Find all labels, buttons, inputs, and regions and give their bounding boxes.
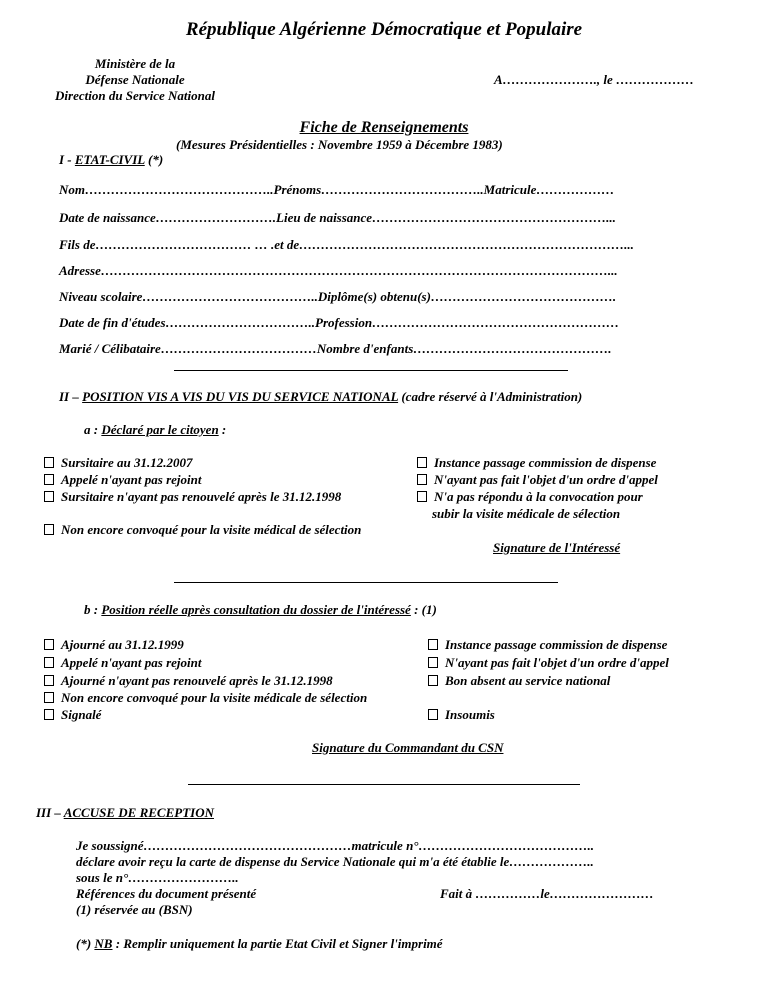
checkbox-row [44, 655, 201, 670]
checkbox-label: Appelé n'ayant pas rejoint [61, 472, 202, 487]
checkbox-label: Instance passage commission de dispense [445, 637, 668, 652]
etat-civil-line-naissance: Date de naissance……………………….Lieu de naissance………………………………………………... [59, 210, 616, 225]
checkbox-row [44, 690, 367, 705]
checkbox-label: N'a pas répondu à la convocation pour [434, 489, 643, 504]
section-2-heading [59, 389, 582, 404]
checkbox[interactable] [44, 657, 54, 668]
part-a-prefix: a : [84, 422, 102, 437]
checkbox[interactable] [428, 657, 438, 668]
form-subtitle: (Mesures Présidentielles : Novembre 1959 à Décembre 1983) [176, 137, 503, 152]
checkbox[interactable] [428, 709, 438, 720]
divider-1 [174, 370, 568, 371]
checkbox[interactable] [44, 491, 54, 502]
checkbox[interactable] [428, 675, 438, 686]
etat-civil-line-etudes: Date de fin d'études……………………………..Profession………………………………………………… [59, 315, 620, 330]
checkbox[interactable] [417, 491, 427, 502]
etat-civil-line-filiation: Fils de……………………………… … .et de…………………………………………………………………... [59, 237, 634, 252]
checkbox[interactable] [44, 474, 54, 485]
checkbox-row [417, 489, 643, 504]
checkbox-label: Bon absent au service national [445, 673, 611, 688]
checkbox-label: Non encore convoqué pour la visite médicale de sélection [61, 690, 368, 705]
receipt-line-references: Références du document présenté [76, 886, 257, 901]
checkbox-label-continuation: subir la visite médicale de sélection [432, 506, 621, 521]
ministry-line-3: Direction du Service National [55, 88, 215, 103]
page-title: République Algérienne Démocratique et Populaire [185, 19, 583, 40]
checkbox[interactable] [44, 675, 54, 686]
section-2-title: POSITION VIS A VIS DU VIS DU SERVICE NATIONAL [82, 389, 399, 404]
checkbox-label: Sursitaire n'ayant pas renouvelé après le 31.12.1998 [61, 489, 342, 504]
etat-civil-line-niveau: Niveau scolaire…………………………………..Diplôme(s) obtenu(s)……………………………………. [59, 289, 617, 304]
checkbox-label: Insoumis [445, 707, 495, 722]
etat-civil-line-adresse: Adresse………………………………………………………………………………………………………... [59, 263, 618, 278]
checkbox-label: Sursitaire au 31.12.2007 [61, 455, 193, 470]
section-1-prefix: I - [59, 152, 75, 167]
checkbox[interactable] [417, 474, 427, 485]
divider-3 [188, 784, 580, 785]
checkbox[interactable] [44, 524, 54, 535]
checkbox-label: Signalé [61, 707, 102, 722]
section-3-title: ACCUSE DE RECEPTION [63, 805, 214, 820]
section-2-note: (cadre réservé à l'Administration) [398, 389, 583, 404]
section-1-heading [59, 152, 163, 167]
divider-2 [174, 582, 558, 583]
receipt-line-bsn-note: (1) réservée au (BSN) [76, 902, 193, 917]
checkbox-row [428, 673, 610, 688]
part-b-heading [84, 602, 437, 617]
form-title: Fiche de Renseignements [299, 119, 469, 136]
place-date-field: A…………………., le ……………… [494, 72, 695, 87]
checkbox-row [44, 455, 192, 470]
ministry-line-2: Défense Nationale [85, 72, 185, 87]
checkbox-row [44, 489, 341, 504]
checkbox-row [44, 637, 184, 652]
checkbox-label: N'ayant pas fait l'objet d'un ordre d'appel [445, 655, 669, 670]
footnote-text: : Remplir uniquement la partie Etat Civil et Signer l'imprimé [112, 936, 443, 951]
checkbox[interactable] [44, 457, 54, 468]
checkbox[interactable] [44, 692, 54, 703]
footnote-prefix: (*) [76, 936, 95, 951]
checkbox-label: Appelé n'ayant pas rejoint [61, 655, 202, 670]
checkbox-label: N'ayant pas fait l'objet d'un ordre d'appel [434, 472, 658, 487]
checkbox-label: Non encore convoqué pour la visite médical de sélection [61, 522, 362, 537]
part-b-prefix: b : [84, 602, 102, 617]
checkbox-row [44, 707, 101, 722]
checkbox-row [428, 707, 495, 722]
part-a-title: Déclaré par le citoyen [101, 422, 219, 437]
etat-civil-line-famille: Marié / Célibataire………………………………Nombre d'enfants………………………………………. [59, 341, 612, 356]
checkbox-row [44, 673, 333, 688]
receipt-line-numero: sous le n°…………………….. [76, 870, 239, 885]
signature-interesse: Signature de l'Intéressé [493, 540, 621, 555]
checkbox-label: Ajourné n'ayant pas renouvelé après le 31.12.1998 [61, 673, 333, 688]
checkbox-label: Instance passage commission de dispense [434, 455, 657, 470]
section-3-heading [36, 805, 214, 820]
checkbox[interactable] [44, 639, 54, 650]
receipt-fait-a: Fait à ……………le…………………… [440, 886, 654, 901]
checkbox-row [417, 472, 658, 487]
section-1-suffix: (*) [144, 152, 164, 167]
part-a-suffix: : [218, 422, 227, 437]
checkbox-row [428, 637, 667, 652]
part-a-heading [84, 422, 226, 437]
footnote [76, 936, 443, 951]
ministry-line-1: Ministère de la [94, 56, 176, 71]
etat-civil-line-nom: Nom……………………………………..Prénoms………………………………..Matricule……………… [59, 182, 615, 197]
checkbox-row [428, 655, 669, 670]
checkbox[interactable] [417, 457, 427, 468]
checkbox-label: Ajourné au 31.12.1999 [61, 637, 184, 652]
part-b-suffix: : (1) [410, 602, 437, 617]
part-b-title: Position réelle après consultation du dossier de l'intéressé [101, 602, 411, 617]
footnote-nb: NB [94, 936, 113, 951]
checkbox[interactable] [44, 709, 54, 720]
signature-commandant: Signature du Commandant du CSN [312, 740, 504, 755]
receipt-line-declare: déclare avoir reçu la carte de dispense du Service Nationale qui m'a été établie le……………….. [76, 854, 594, 869]
receipt-line-soussigne: Je soussigné…………………………………………matricule n°………………………………….. [76, 838, 594, 853]
section-3-prefix: III – [36, 805, 64, 820]
checkbox-row [44, 472, 201, 487]
checkbox[interactable] [428, 639, 438, 650]
checkbox-row [417, 455, 656, 470]
section-2-prefix: II – [59, 389, 83, 404]
section-1-title: ETAT-CIVIL [74, 152, 145, 167]
checkbox-row [44, 522, 361, 537]
